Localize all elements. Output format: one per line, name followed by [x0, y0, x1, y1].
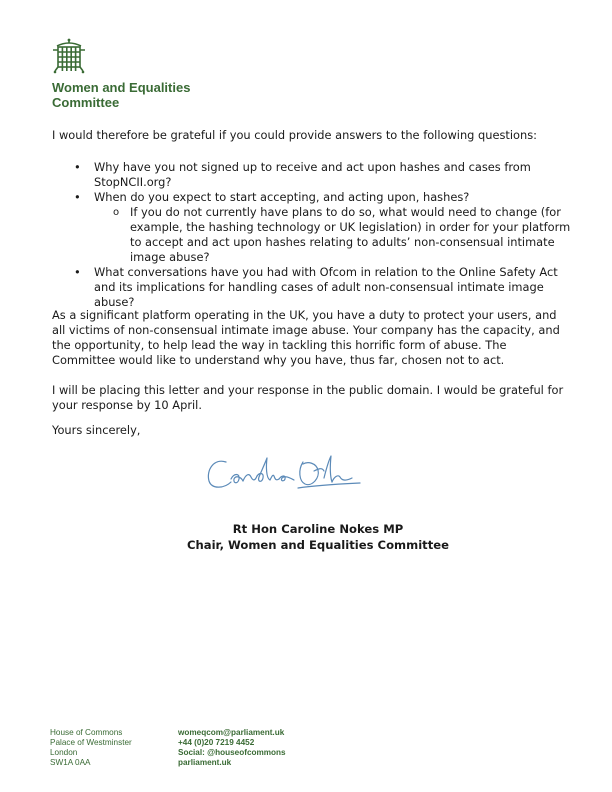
question-text: What conversations have you had with Ofcom in relation to the Online Safety Act and its implications for handling cases of adult non-consensual intimate image abuse? [94, 265, 558, 309]
committee-name [52, 80, 252, 110]
list-item [52, 265, 572, 310]
portcullis-icon [52, 38, 86, 76]
sub-list-item [52, 205, 572, 265]
sub-question-text: If you do not currently have plans to do so, what would need to change (for example, the hashing technology or UK legislation) in order for your platform to accept and act upon hashes relating to adults’ non-consensual intimate image abuse? [130, 205, 571, 264]
committee-name-line1: Women and Equalities [52, 80, 191, 95]
intro-paragraph: I would therefore be grateful if you could provide answers to the following questions: [52, 128, 538, 142]
footer-address [50, 728, 132, 768]
phone-number: +44 (0)20 7219 4452 [178, 738, 255, 747]
question-text: When do you expect to start accepting, and acting upon, hashes? [94, 190, 470, 204]
bullet-icon: • [74, 265, 81, 279]
questions-list [52, 160, 572, 310]
circle-bullet-icon: o [113, 207, 120, 218]
public-domain-paragraph: I will be placing this letter and your response in the public domain. I would be grateful for your response by 10 April. [52, 383, 564, 412]
list-item [52, 190, 572, 205]
question-text: Why have you not signed up to receive and act upon hashes and cases from StopNCII.org? [94, 160, 531, 189]
committee-name-line2: Committee [52, 95, 120, 110]
address-line: SW1A 0AA [50, 758, 91, 767]
address-line: House of Commons [50, 728, 123, 737]
bullet-icon: • [74, 190, 81, 204]
address-line: London [50, 748, 78, 757]
footer-contact [178, 728, 286, 768]
address-line: Palace of Westminster [50, 738, 132, 747]
closing-salutation: Yours sincerely, [52, 423, 141, 437]
website-link[interactable]: parliament.uk [178, 758, 232, 767]
handwritten-signature [200, 448, 380, 496]
email-link[interactable]: womeqcom@parliament.uk [178, 728, 285, 737]
signatory-role: Chair, Women and Equalities Committee [187, 538, 449, 552]
bullet-icon: • [74, 160, 81, 174]
signatory-name: Rt Hon Caroline Nokes MP [232, 522, 404, 536]
social-handle: Social: @houseofcommons [178, 748, 286, 757]
list-item [52, 160, 572, 190]
platform-paragraph: As a significant platform operating in the UK, you have a duty to protect your users, and all victims of non-consensual intimate image abuse. Your company has the capacity, and the opportunity, to help lead the way in tackling this horrific form of abuse. The Committee would like to understand why you have, thus far, chosen not to act. [52, 308, 560, 367]
